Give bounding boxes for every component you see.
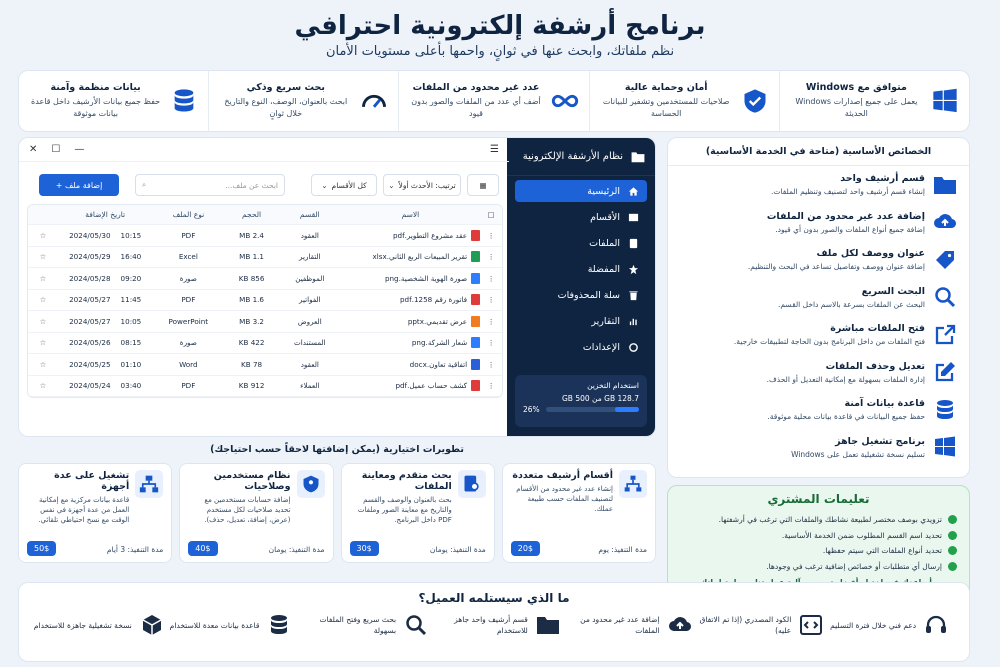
essentials-title: الخصائص الأساسية (متاحة في الخدمة الأساسية) xyxy=(668,138,969,166)
search-icon xyxy=(404,613,428,637)
sidebar-item-sections[interactable] xyxy=(515,206,647,228)
favorite-star-icon[interactable]: ☆ xyxy=(39,230,47,240)
file-dept: العروض xyxy=(297,316,322,326)
deliverable-text: إضافة عدد غير محدود من الملفات xyxy=(580,615,660,635)
file-time: 01:10 xyxy=(120,359,142,369)
file-date: 2024/05/24 xyxy=(69,381,111,391)
file-size: 422 KB xyxy=(238,338,265,348)
kebab-menu-icon[interactable]: ⋮ xyxy=(487,230,495,240)
instruction-item xyxy=(680,559,957,575)
essential-item xyxy=(668,429,969,467)
deliverable-text: قاعدة بيانات معدة للاستخدام xyxy=(169,620,260,630)
storage-bar-fill xyxy=(615,407,639,412)
favorite-star-icon[interactable]: ☆ xyxy=(39,252,47,262)
file-time: 11:45 xyxy=(120,295,142,305)
essential-title: قاعدة بيانات آمنة xyxy=(844,398,925,410)
file-name: عقد مشروع التطوير.pdf xyxy=(392,230,468,240)
deliverable-text: الكود المصدري (إذا تم الاتفاق عليه) xyxy=(699,615,792,635)
upgrade-duration: مدة التنفيذ: يومان xyxy=(429,545,486,554)
deliverable-item xyxy=(692,613,824,637)
file-time: 03:40 xyxy=(120,381,142,391)
file-date: 2024/05/29 xyxy=(69,252,111,262)
essential-desc: إدارة الملفات بسهولة مع إمكانية التعديل أو الحذف. xyxy=(766,374,925,384)
file-type-icon xyxy=(471,359,480,370)
sidebar-item-favorites[interactable] xyxy=(515,258,647,280)
deliverable-text: دعم فني خلال فترة التسليم xyxy=(830,620,917,630)
open-icon xyxy=(933,323,957,347)
feature-title: عدد غير محدود من الملفات xyxy=(412,82,540,93)
instruction-text: إرسال أي متطلبات أو خصائص إضافية ترغب في وجودها. xyxy=(766,561,942,571)
report-icon xyxy=(628,316,639,327)
file-name: شعار الشركة.png xyxy=(411,338,468,348)
doc-search-icon xyxy=(462,474,482,494)
feature-search xyxy=(208,71,398,131)
essential-item xyxy=(668,166,969,204)
file-dept: المستندات xyxy=(294,338,326,348)
image-icon xyxy=(628,212,639,223)
file-type-icon xyxy=(471,230,480,241)
archive-app-window xyxy=(18,137,656,437)
upgrade-price-button[interactable]: 40$ xyxy=(188,541,217,556)
upgrade-duration: مدة التنفيذ: يومان xyxy=(268,545,325,554)
deliverables-panel xyxy=(18,582,970,662)
col-type: نوع الملف xyxy=(172,210,205,219)
feature-windows xyxy=(779,71,969,131)
sidebar-item-label: سلة المحذوفات xyxy=(557,289,620,301)
search-input[interactable] xyxy=(135,174,285,196)
essentials-panel xyxy=(667,137,970,478)
essential-desc: إضافة جميع أنواع الملفات والصور بدون أي قيود. xyxy=(775,224,925,234)
chevron-down-icon: ⌄ xyxy=(388,180,395,190)
upgrade-desc: بحث بالعنوان والوصف والقسم والتاريخ مع معاينة الصور وملفات PDF داخل البرنامج. xyxy=(357,496,452,524)
essential-desc: إنشاء قسم أرشيف واحد لتصنيف وتنظيم الملفات. xyxy=(771,187,925,197)
file-dept: العقود xyxy=(300,359,319,369)
sidebar xyxy=(507,138,655,437)
sidebar-item-label: الإعدادات xyxy=(582,341,620,353)
main-pane xyxy=(19,138,509,437)
feature-desc: ابحث بالعنوان، الوصف، النوع والتاريخ خلال ثوانٍ xyxy=(224,97,348,118)
essential-desc: إضافة عنوان ووصف وتفاصيل تساعد في البحث والتنظيم. xyxy=(747,262,925,272)
minimize-icon[interactable]: — xyxy=(74,144,85,155)
essential-item xyxy=(668,316,969,354)
file-time: 16:40 xyxy=(120,252,142,262)
storage-percent: 26% xyxy=(523,405,540,414)
feature-data xyxy=(19,71,208,131)
favorite-star-icon[interactable]: ☆ xyxy=(39,316,47,326)
deliverable-item xyxy=(33,613,165,637)
sort-select[interactable] xyxy=(383,174,461,196)
essential-title: برنامج تشغيل جاهز xyxy=(835,435,925,447)
infinity-icon xyxy=(551,87,579,115)
headset-icon xyxy=(924,613,948,637)
toolbar xyxy=(27,174,499,196)
file-dept: الفواتير xyxy=(298,295,321,305)
sidebar-item-label: المفضلة xyxy=(587,263,620,275)
close-icon[interactable]: ✕ xyxy=(29,144,38,155)
file-type: Word xyxy=(179,359,198,369)
kebab-menu-icon[interactable]: ⋮ xyxy=(487,316,495,326)
deliverables-title: ما الذي سيستلمه العميل؟ xyxy=(418,591,570,605)
edit-icon xyxy=(933,360,957,384)
essential-item xyxy=(668,204,969,242)
upgrade-price-button[interactable]: 30$ xyxy=(350,541,379,556)
star-icon xyxy=(628,264,639,275)
file-size: 912 KB xyxy=(238,381,265,391)
box-icon xyxy=(140,613,164,637)
instruction-text: تحديد اسم القسم المطلوب ضمن الخدمة الأساسية. xyxy=(781,530,942,540)
feature-title: بحث سريع وذكي xyxy=(246,82,325,93)
file-type: PDF xyxy=(181,295,196,305)
favorite-star-icon[interactable]: ☆ xyxy=(39,295,47,305)
storage-value: 128.7 GB من 500 GB xyxy=(561,394,639,403)
grid-icon: ▦ xyxy=(479,180,487,190)
file-date: 2024/05/28 xyxy=(69,273,111,283)
optional-upgrades xyxy=(18,444,656,576)
add-file-label: إضافة ملف + xyxy=(55,180,103,190)
sidebar-item-label: الملفات xyxy=(589,237,620,249)
essential-title: تعديل وحذف الملفات xyxy=(825,360,925,372)
file-name: صورة الهوية الشخصية.png xyxy=(384,273,468,283)
upgrade-title: نظام مستخدمين وصلاحيات xyxy=(213,470,291,492)
deliverable-item xyxy=(296,613,428,637)
upgrade-card[interactable] xyxy=(18,463,172,563)
maximize-icon[interactable]: ☐ xyxy=(51,144,61,155)
sitemap-icon xyxy=(623,474,643,494)
file-type: صورة xyxy=(179,273,197,283)
deliverable-item xyxy=(823,613,955,637)
page-subtitle: نظم ملفاتك، وابحث عنها في ثوانٍ، واحمها بأعلى مستويات الأمان xyxy=(325,44,675,59)
deliverable-item xyxy=(165,613,297,637)
windows-icon xyxy=(931,87,959,115)
file-type: PowerPoint xyxy=(168,316,209,326)
upgrade-price-button[interactable]: 20$ xyxy=(511,541,540,556)
user-shield-icon xyxy=(301,474,321,494)
feature-title: متوافق مع Windows xyxy=(805,82,907,93)
deliverable-text: نسخة تشغيلية جاهزة للاستخدام xyxy=(33,620,132,630)
storage-label: استخدام التخزين xyxy=(587,381,639,390)
essential-title: فتح الملفات مباشرة xyxy=(830,323,925,335)
file-date: 2024/05/27 xyxy=(69,295,111,305)
file-type-icon xyxy=(471,294,480,305)
sidebar-item-label: الأقسام xyxy=(590,211,620,223)
storage-panel xyxy=(515,375,647,427)
instruction-item xyxy=(680,528,957,544)
page-header xyxy=(0,0,1000,70)
windows-icon xyxy=(933,435,957,459)
feature-title: بيانات منظمة وآمنة xyxy=(50,82,141,93)
essential-title: عنوان ووصف لكل ملف xyxy=(816,248,925,260)
file-type-icon xyxy=(471,380,480,391)
file-date: 2024/05/25 xyxy=(69,359,111,369)
instruction-text: تحديد أنواع الملفات التي سيتم حفظها. xyxy=(822,546,942,556)
file-name: فاتورة رقم 1258.pdf xyxy=(400,295,468,305)
file-type: صورة xyxy=(179,338,197,348)
table-row[interactable] xyxy=(28,354,502,376)
kebab-menu-icon[interactable]: ⋮ xyxy=(487,338,495,348)
hamburger-menu-icon[interactable]: ☰ xyxy=(490,144,499,155)
code-icon xyxy=(799,613,823,637)
optional-title: تطويرات اختيارية (يمكن إضافتها لاحقاً حسب احتياجك) xyxy=(210,444,464,455)
file-name: كشف حساب عميل.pdf xyxy=(395,381,468,391)
home-icon xyxy=(628,186,639,197)
file-dept: العقود xyxy=(300,230,319,240)
database-icon xyxy=(267,613,291,637)
deliverable-text: بحث سريع وفتح الملفات بسهولة xyxy=(319,615,397,635)
instruction-text: تزويدي بوصف مختصر لطبيعة نشاطك والملفات التي ترغب في أرشفتها. xyxy=(718,515,942,525)
instruction-item xyxy=(680,543,957,559)
sidebar-item-label: التقارير xyxy=(591,315,620,327)
section-filter-select[interactable] xyxy=(311,174,377,196)
sidebar-item-label: الرئيسية xyxy=(587,185,620,197)
essential-desc: البحث عن الملفات بسرعة بالاسم داخل القسم. xyxy=(778,299,925,309)
upgrade-desc: إضافة حسابات مستخدمين مع تحديد صلاحيات لكل مستخدم (عرض، إضافة، تعديل، حذف). xyxy=(204,496,291,524)
upgrade-desc: قاعدة بيانات مركزية مع إمكانية العمل من عدة أجهزة في نفس الوقت مع نسخ احتياطي تلقائي. xyxy=(38,496,130,524)
file-date: 2024/05/27 xyxy=(69,316,111,326)
deliverable-text: قسم أرشيف واحد جاهز للاستخدام xyxy=(454,615,528,635)
database-icon xyxy=(170,87,198,115)
upgrade-title: تشغيل على عدة أجهزة xyxy=(54,470,130,492)
table-row[interactable] xyxy=(28,247,502,269)
essential-desc: تسليم نسخة تشغيلية تعمل على Windows xyxy=(791,449,925,459)
add-file-button[interactable] xyxy=(39,174,119,196)
file-name: عرض تقديمي.pptx xyxy=(407,316,468,326)
check-circle-icon xyxy=(948,546,957,555)
file-date: 2024/05/30 xyxy=(69,230,111,240)
file-time: 08:15 xyxy=(120,338,142,348)
essential-item xyxy=(668,391,969,429)
upgrade-title: أقسام أرشيف متعددة xyxy=(512,470,613,481)
kebab-menu-icon[interactable]: ⋮ xyxy=(487,381,495,391)
page-title: برنامج أرشفة إلكترونية احترافي xyxy=(294,11,706,41)
table-row[interactable] xyxy=(28,268,502,290)
select-all-checkbox[interactable]: ▢ xyxy=(487,210,495,219)
chevron-down-icon: ⌄ xyxy=(321,180,328,190)
deliverable-item xyxy=(428,613,560,637)
feature-desc: أضف أي عدد من الملفات والصور بدون قيود xyxy=(411,97,541,118)
upgrade-card[interactable] xyxy=(179,463,333,563)
file-time: 10:15 xyxy=(120,230,142,240)
sidebar-brand xyxy=(507,138,655,176)
file-size: 1.1 MB xyxy=(239,252,264,262)
kebab-menu-icon[interactable]: ⋮ xyxy=(487,252,495,262)
brand-label: نظام الأرشفة الإلكترونية xyxy=(522,151,623,162)
sidebar-item-home[interactable] xyxy=(515,180,647,202)
file-name: تقرير المبيعات الربع الثاني.xlsx xyxy=(372,252,468,262)
upgrade-title: بحث متقدم ومعاينة الملفات xyxy=(361,470,452,492)
file-size: 1.6 MB xyxy=(239,295,264,305)
essential-desc: حفظ جميع البيانات في قاعدة بيانات محلية موثوقة. xyxy=(767,412,925,422)
file-name: اتفاقية تعاون.docx xyxy=(409,359,468,369)
table-row[interactable] xyxy=(28,376,502,398)
feature-desc: يعمل على جميع إصدارات Windows الحديثة xyxy=(795,97,918,118)
file-size: 78 KB xyxy=(241,359,263,369)
check-circle-icon xyxy=(948,515,957,524)
database-icon xyxy=(933,398,957,422)
essential-desc: فتح الملفات من داخل البرنامج بدون الحاجة لتطبيقات خارجية. xyxy=(733,337,925,347)
sidebar-item-reports[interactable] xyxy=(515,310,647,332)
file-type-icon xyxy=(471,273,480,284)
instruction-item xyxy=(680,512,957,528)
essential-item xyxy=(668,279,969,317)
feature-strip xyxy=(18,70,970,132)
kebab-menu-icon[interactable]: ⋮ xyxy=(487,295,495,305)
feature-title: أمان وحماية عالية xyxy=(624,82,708,93)
feature-desc: حفظ جميع بيانات الأرشيف داخل قاعدة بيانات موثوقة xyxy=(31,97,161,118)
file-dept: العملاء xyxy=(300,381,320,391)
file-icon xyxy=(628,238,639,249)
upgrade-desc: إنشاء عدد غير محدود من الأقسام لتصنيف الملفات حسب طبيعة عملك. xyxy=(516,485,613,513)
filter-label: كل الأقسام xyxy=(331,180,367,190)
file-time: 09:20 xyxy=(120,273,142,283)
upload-icon xyxy=(933,210,957,234)
kebab-menu-icon[interactable]: ⋮ xyxy=(487,273,495,283)
feature-unlimited xyxy=(398,71,588,131)
essential-item xyxy=(668,241,969,279)
shield-icon xyxy=(741,87,769,115)
sidebar-item-trash[interactable] xyxy=(515,284,647,306)
search-icon: ⌕ xyxy=(142,180,147,189)
table-row[interactable] xyxy=(28,333,502,355)
file-size: 3.2 MB xyxy=(239,316,264,326)
favorite-star-icon[interactable]: ☆ xyxy=(39,381,47,391)
trash-icon xyxy=(628,290,639,301)
favorite-star-icon[interactable]: ☆ xyxy=(39,338,47,348)
file-type-icon xyxy=(471,337,480,348)
feature-security xyxy=(589,71,779,131)
sidebar-item-settings[interactable] xyxy=(515,336,647,358)
file-type: Excel xyxy=(178,252,198,262)
file-size: 2.4 MB xyxy=(239,230,264,240)
files-table xyxy=(27,204,503,398)
kebab-menu-icon[interactable]: ⋮ xyxy=(487,359,495,369)
upgrade-duration: مدة التنفيذ: يوم xyxy=(598,545,647,554)
file-dept: التقارير xyxy=(299,252,321,262)
upgrade-price-button[interactable]: 50$ xyxy=(27,541,56,556)
deliverable-item xyxy=(560,613,692,637)
table-row[interactable] xyxy=(28,311,502,333)
speedometer-icon xyxy=(360,87,388,115)
table-header xyxy=(28,205,502,225)
search-placeholder: ابحث عن ملف... xyxy=(225,180,278,190)
file-type-icon xyxy=(471,251,480,262)
network-icon xyxy=(139,474,159,494)
folder-icon xyxy=(536,613,560,637)
feature-desc: صلاحيات للمستخدمين وتشفير للبيانات الحساسة xyxy=(602,97,730,118)
folder-icon xyxy=(933,173,957,197)
table-row[interactable] xyxy=(28,290,502,312)
col-size: الحجم xyxy=(242,210,262,219)
window-titlebar xyxy=(19,138,509,162)
essential-item xyxy=(668,354,969,392)
upgrade-card[interactable] xyxy=(502,463,656,563)
file-date: 2024/05/26 xyxy=(69,338,111,348)
upload-icon xyxy=(668,613,692,637)
file-type: PDF xyxy=(181,230,196,240)
file-size: 856 KB xyxy=(238,273,265,283)
tag-icon xyxy=(933,248,957,272)
col-name: الاسم xyxy=(401,210,420,219)
instructions-title: تعليمات المشتري xyxy=(767,492,870,506)
upgrade-duration: مدة التنفيذ: 3 أيام xyxy=(106,545,164,554)
search-icon xyxy=(933,285,957,309)
check-circle-icon xyxy=(948,562,957,571)
gear-icon xyxy=(628,342,639,353)
sidebar-item-files[interactable] xyxy=(515,232,647,254)
col-dept: القسم xyxy=(299,210,320,219)
col-date: تاريخ الإضافة xyxy=(85,210,126,219)
file-type: PDF xyxy=(181,381,196,391)
file-dept: الموظفين xyxy=(295,273,325,283)
upgrade-card[interactable] xyxy=(341,463,495,563)
folder-icon xyxy=(631,151,645,163)
storage-bar xyxy=(546,407,639,412)
table-row[interactable] xyxy=(28,225,502,247)
essential-title: البحث السريع xyxy=(861,285,925,297)
check-circle-icon xyxy=(948,531,957,540)
file-type-icon xyxy=(471,316,480,327)
essential-title: إضافة عدد غير محدود من الملفات xyxy=(766,210,925,222)
essential-title: قسم أرشيف واحد xyxy=(840,173,925,185)
sort-label: ترتيب: الأحدث أولاً xyxy=(398,180,456,190)
favorite-star-icon[interactable]: ☆ xyxy=(39,273,47,283)
view-toggle-button[interactable] xyxy=(467,174,499,196)
favorite-star-icon[interactable]: ☆ xyxy=(39,359,47,369)
file-time: 10:05 xyxy=(120,316,142,326)
